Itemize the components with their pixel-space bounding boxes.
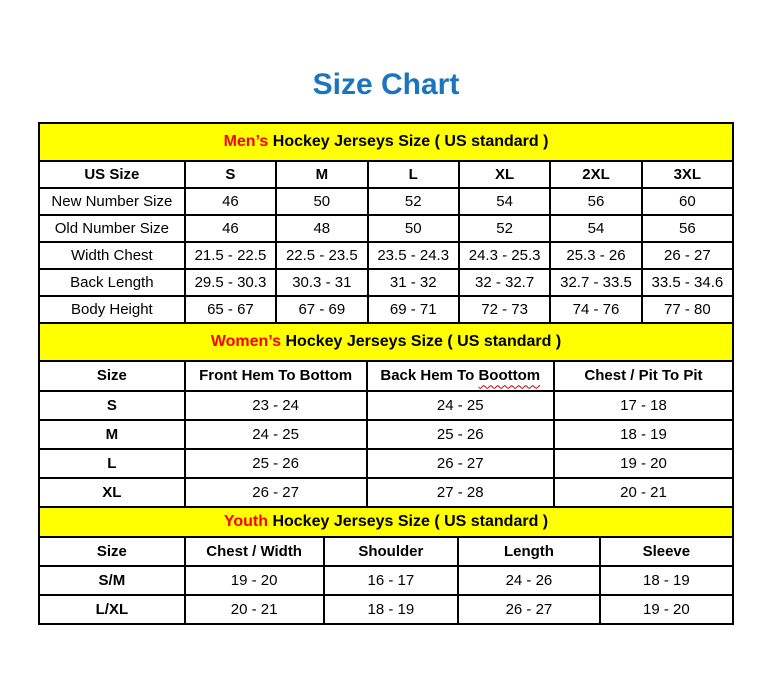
size-value-cell: 65 - 67 bbox=[185, 296, 276, 323]
back-hem-text: Back Hem To bbox=[380, 367, 479, 385]
mens-size-table bbox=[38, 122, 734, 324]
table-row-women-l bbox=[39, 449, 733, 478]
size-value-cell: 24 - 26 bbox=[458, 566, 600, 595]
size-value-cell: 26 - 27 bbox=[458, 595, 600, 624]
size-value-cell: 18 - 19 bbox=[554, 420, 733, 449]
misspelled-word-underline: Boottom bbox=[478, 367, 541, 385]
size-value-cell: 56 bbox=[642, 215, 733, 242]
youth-highlight-label: Youth bbox=[223, 512, 268, 530]
column-header-m: M bbox=[276, 161, 367, 188]
size-value-cell: 27 - 28 bbox=[367, 478, 554, 507]
size-value-cell: 48 bbox=[276, 215, 367, 242]
womens-header-text: Hockey Jerseys Size ( US standard ) bbox=[281, 332, 562, 350]
size-value-cell: 50 bbox=[276, 188, 367, 215]
size-value-cell: 30.3 - 31 bbox=[276, 269, 367, 296]
column-header-length: Length bbox=[458, 537, 600, 566]
size-value-cell: 31 - 32 bbox=[368, 269, 459, 296]
row-label: New Number Size bbox=[39, 188, 185, 215]
size-value-cell: 23.5 - 24.3 bbox=[368, 242, 459, 269]
column-header-back-hem bbox=[367, 361, 554, 391]
size-value-cell: 72 - 73 bbox=[459, 296, 550, 323]
row-label: L/XL bbox=[39, 595, 185, 624]
youth-section-header bbox=[39, 507, 733, 537]
size-value-cell: 33.5 - 34.6 bbox=[642, 269, 733, 296]
size-value-cell: 56 bbox=[550, 188, 641, 215]
womens-section-header bbox=[39, 323, 733, 361]
size-value-cell: 54 bbox=[550, 215, 641, 242]
size-value-cell: 18 - 19 bbox=[600, 566, 733, 595]
mens-column-header-row bbox=[39, 161, 733, 188]
size-value-cell: 67 - 69 bbox=[276, 296, 367, 323]
table-row-youth-lxl bbox=[39, 595, 733, 624]
size-value-cell: 24 - 25 bbox=[367, 391, 554, 420]
size-value-cell: 54 bbox=[459, 188, 550, 215]
column-header-chest-pit: Chest / Pit To Pit bbox=[554, 361, 733, 391]
row-label: Old Number Size bbox=[39, 215, 185, 242]
womens-section-header-row bbox=[39, 323, 733, 361]
row-label: S bbox=[39, 391, 185, 420]
mens-section-header bbox=[39, 123, 733, 161]
size-value-cell: 74 - 76 bbox=[550, 296, 641, 323]
size-value-cell: 52 bbox=[459, 215, 550, 242]
column-header-sleeve: Sleeve bbox=[600, 537, 733, 566]
womens-highlight-label: Women’s bbox=[210, 332, 282, 350]
size-value-cell: 17 - 18 bbox=[554, 391, 733, 420]
size-value-cell: 26 - 27 bbox=[185, 478, 367, 507]
table-row-new-number-size bbox=[39, 188, 733, 215]
row-label: S/M bbox=[39, 566, 185, 595]
column-header-s: S bbox=[185, 161, 276, 188]
page-title: Size Chart bbox=[312, 68, 460, 101]
size-value-cell: 26 - 27 bbox=[642, 242, 733, 269]
size-value-cell: 29.5 - 30.3 bbox=[185, 269, 276, 296]
row-label: XL bbox=[39, 478, 185, 507]
size-value-cell: 26 - 27 bbox=[367, 449, 554, 478]
youth-column-header-row bbox=[39, 537, 733, 566]
size-value-cell: 24 - 25 bbox=[185, 420, 367, 449]
size-value-cell: 46 bbox=[185, 188, 276, 215]
column-header-3xl: 3XL bbox=[642, 161, 733, 188]
table-row-width-chest bbox=[39, 242, 733, 269]
size-value-cell: 69 - 71 bbox=[368, 296, 459, 323]
mens-highlight-label: Men’s bbox=[223, 132, 269, 150]
size-value-cell: 19 - 20 bbox=[554, 449, 733, 478]
column-header-shoulder: Shoulder bbox=[324, 537, 459, 566]
table-row-women-s bbox=[39, 391, 733, 420]
size-value-cell: 20 - 21 bbox=[185, 595, 324, 624]
table-row-women-xl bbox=[39, 478, 733, 507]
size-value-cell: 18 - 19 bbox=[324, 595, 459, 624]
size-value-cell: 25 - 26 bbox=[367, 420, 554, 449]
size-value-cell: 19 - 20 bbox=[600, 595, 733, 624]
size-value-cell: 19 - 20 bbox=[185, 566, 324, 595]
row-label: Body Height bbox=[39, 296, 185, 323]
youth-size-table bbox=[38, 506, 734, 625]
column-header-l: L bbox=[368, 161, 459, 188]
column-header-chest-width: Chest / Width bbox=[185, 537, 324, 566]
mens-section-header-row bbox=[39, 123, 733, 161]
column-header-size: Size bbox=[39, 361, 185, 391]
row-label: Back Length bbox=[39, 269, 185, 296]
size-value-cell: 52 bbox=[368, 188, 459, 215]
size-value-cell: 77 - 80 bbox=[642, 296, 733, 323]
size-value-cell: 25 - 26 bbox=[185, 449, 367, 478]
table-row-old-number-size bbox=[39, 215, 733, 242]
table-row-back-length bbox=[39, 269, 733, 296]
size-value-cell: 32.7 - 33.5 bbox=[550, 269, 641, 296]
table-row-youth-sm bbox=[39, 566, 733, 595]
column-header-size: Size bbox=[39, 537, 185, 566]
size-value-cell: 20 - 21 bbox=[554, 478, 733, 507]
row-label: L bbox=[39, 449, 185, 478]
column-header-us-size: US Size bbox=[39, 161, 185, 188]
size-value-cell: 60 bbox=[642, 188, 733, 215]
size-value-cell: 24.3 - 25.3 bbox=[459, 242, 550, 269]
column-header-2xl: 2XL bbox=[550, 161, 641, 188]
size-chart-tables bbox=[38, 122, 734, 625]
size-value-cell: 50 bbox=[368, 215, 459, 242]
size-value-cell: 32 - 32.7 bbox=[459, 269, 550, 296]
womens-column-header-row bbox=[39, 361, 733, 391]
column-header-xl: XL bbox=[459, 161, 550, 188]
size-value-cell: 25.3 - 26 bbox=[550, 242, 641, 269]
size-value-cell: 16 - 17 bbox=[324, 566, 459, 595]
size-value-cell: 22.5 - 23.5 bbox=[276, 242, 367, 269]
size-value-cell: 46 bbox=[185, 215, 276, 242]
table-row-women-m bbox=[39, 420, 733, 449]
row-label: Width Chest bbox=[39, 242, 185, 269]
row-label: M bbox=[39, 420, 185, 449]
womens-size-table bbox=[38, 322, 734, 508]
size-value-cell: 21.5 - 22.5 bbox=[185, 242, 276, 269]
size-value-cell: 23 - 24 bbox=[185, 391, 367, 420]
youth-header-text: Hockey Jerseys Size ( US standard ) bbox=[268, 512, 549, 530]
table-row-body-height bbox=[39, 296, 733, 323]
column-header-front-hem: Front Hem To Bottom bbox=[185, 361, 367, 391]
youth-section-header-row bbox=[39, 507, 733, 537]
mens-header-text: Hockey Jerseys Size ( US standard ) bbox=[268, 132, 549, 150]
